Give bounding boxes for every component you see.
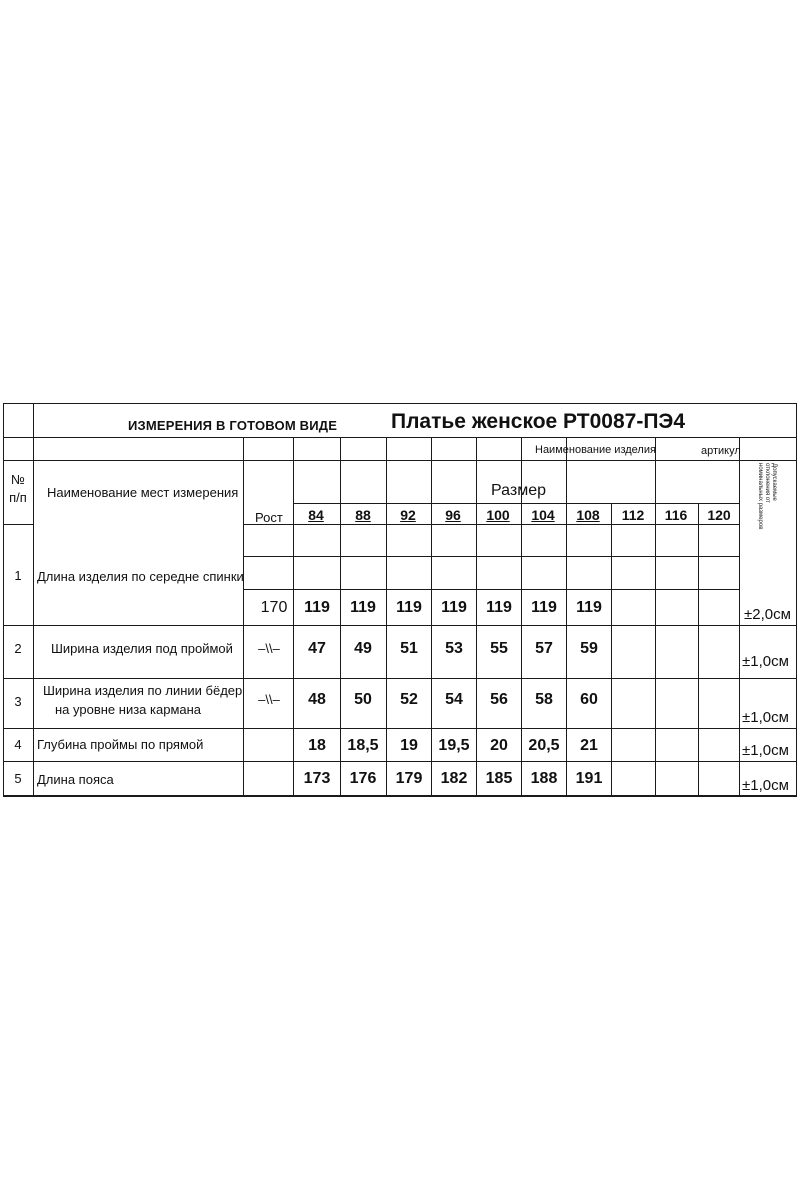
row-2-value: 59 (580, 640, 598, 657)
tolerance-column-header: Допускаемые отклонения от номинальных размеров (757, 463, 777, 530)
row-1-height: 170 (260, 599, 288, 616)
name-column-header: Наименование мест измерения (47, 485, 239, 500)
row-3-value: 56 (490, 691, 508, 708)
row-3-value: 60 (580, 691, 598, 708)
row-4-number: 4 (14, 737, 22, 752)
row-1-value: 119 (304, 599, 330, 616)
row-2-value: 51 (400, 640, 418, 657)
row-5-value: 173 (303, 770, 331, 787)
row-5-value: 176 (349, 770, 377, 787)
size-92: 92 (400, 507, 416, 523)
row-3-height: –\\– (258, 692, 280, 707)
size-header: Размер (491, 482, 546, 499)
row-1-value: 119 (531, 599, 557, 616)
row-5-value: 191 (575, 770, 603, 787)
row-5-value: 179 (395, 770, 423, 787)
row-5-name: Длина пояса (37, 772, 114, 787)
row-4-value: 19 (400, 737, 418, 754)
measurements-title: ИЗМЕРЕНИЯ В ГОТОВОМ ВИДЕ (128, 418, 338, 433)
size-88: 88 (355, 507, 371, 523)
row-5-number: 5 (14, 771, 22, 786)
height-column-header: Рост (255, 510, 283, 525)
row-2-tolerance: ±1,0см (742, 653, 789, 670)
row-4-value: 21 (580, 737, 598, 754)
number-column-header: № п/п (9, 472, 27, 505)
row-1-number: 1 (14, 568, 22, 583)
measurement-table (3, 403, 797, 798)
row-4-tolerance: ±1,0см (742, 742, 789, 759)
row-1-tolerance: ±2,0см (744, 606, 791, 623)
row-3-value: 50 (354, 691, 372, 708)
size-84: 84 (308, 507, 324, 523)
row-1-value: 119 (350, 599, 376, 616)
row-2-value: 49 (354, 640, 372, 657)
row-5-value: 182 (440, 770, 468, 787)
size-100: 100 (486, 507, 510, 523)
product-title: Платье женское РТ0087-ПЭ4 (391, 410, 686, 433)
row-2-number: 2 (14, 641, 22, 656)
row-5-value: 185 (485, 770, 513, 787)
row-3-value: 54 (445, 691, 463, 708)
row-3-value: 52 (400, 691, 418, 708)
row-5-value: 188 (530, 770, 558, 787)
row-5-tolerance: ±1,0см (742, 777, 789, 794)
row-1-value: 119 (441, 599, 467, 616)
size-104: 104 (531, 507, 555, 523)
row-4-value: 18,5 (347, 737, 379, 754)
row-2-value: 55 (490, 640, 508, 657)
row-4-value: 19,5 (438, 737, 470, 754)
row-2-value: 53 (445, 640, 463, 657)
row-1-value: 119 (486, 599, 512, 616)
row-4-value: 20 (490, 737, 508, 754)
row-2-height: –\\– (258, 641, 280, 656)
row-4-value: 18 (308, 737, 326, 754)
row-1-name: Длина изделия по середне спинки (37, 569, 244, 584)
row-4-name: Глубина проймы по прямой (37, 737, 204, 752)
size-96: 96 (445, 507, 461, 523)
row-2-value: 47 (308, 640, 326, 657)
row-2-name: Ширина изделия под проймой (51, 641, 233, 656)
row-4-value: 20,5 (528, 737, 560, 754)
size-108: 108 (576, 507, 600, 523)
size-116: 116 (664, 507, 688, 523)
row-3-tolerance: ±1,0см (742, 709, 789, 726)
row-3-number: 3 (14, 694, 22, 709)
row-3-value: 58 (535, 691, 553, 708)
size-112: 112 (621, 507, 645, 523)
row-3-value: 48 (308, 691, 326, 708)
size-120: 120 (707, 507, 731, 523)
row-3-name-line-2: на уровне низа кармана (55, 702, 202, 717)
row-1-value: 119 (576, 599, 602, 616)
row-1-value: 119 (396, 599, 422, 616)
article-label: артикул (701, 445, 741, 457)
product-name-label: Наименование изделия (535, 444, 656, 456)
row-2-value: 57 (535, 640, 553, 657)
row-3-name: Ширина изделия по линии бёдер (43, 683, 243, 698)
